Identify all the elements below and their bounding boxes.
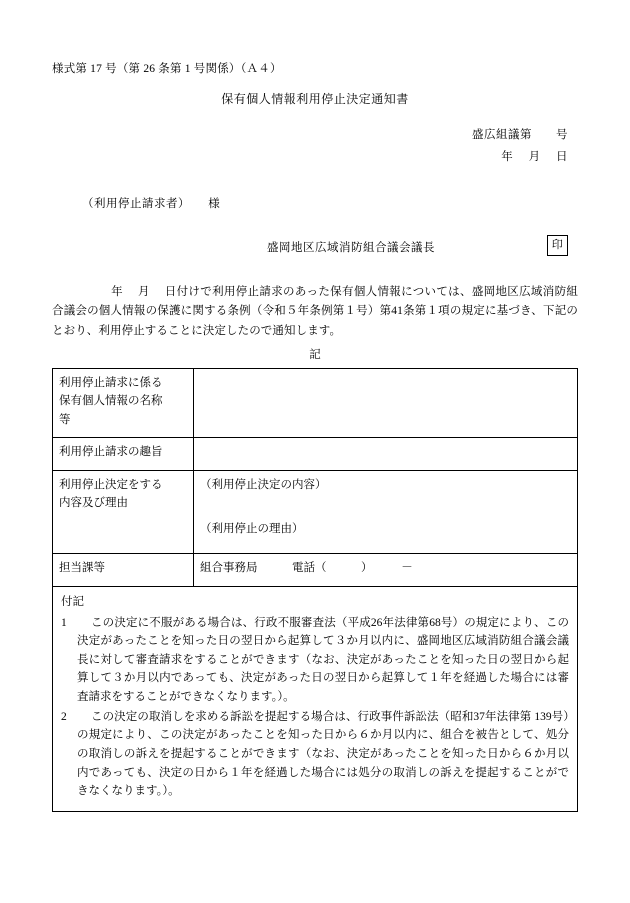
seal-icon: 印: [547, 235, 568, 256]
decision-reason-placeholder: （利用停止の理由）: [200, 523, 304, 536]
table-row: [53, 470, 578, 553]
requester-line: （利用停止請求者） 様: [82, 197, 221, 210]
decision-content-placeholder: （利用停止決定の内容）: [200, 478, 327, 491]
note-number: 1: [61, 616, 67, 629]
note-number: 2: [61, 710, 67, 723]
note-item: [61, 708, 569, 801]
row-value-decision-reason[interactable]: [194, 470, 578, 553]
label-line-2: 保有個人情報の名称: [59, 395, 163, 408]
label-line-1: 利用停止請求に係る: [59, 376, 163, 389]
document-title: 保有個人情報利用停止決定通知書: [221, 92, 409, 106]
document-number: 盛広組議第 号: [472, 129, 568, 141]
note-text: この決定に不服がある場合は、行政不服審査法（平成26年法律第68号）の規定により、この決定があったことを知った日の翌日から起算して３か月以内に、盛岡地区広域消防組合議会議長に対して審査請求をすることができます（なお、決定があったことを知った日の翌日から起算して３か月以内であっても、決定があった日の翌日から起算して１年を経過した場合には審査請求をすることができなくなります。）。: [77, 616, 569, 704]
label-line-2: 内容及び理由: [59, 497, 128, 510]
table-row: [53, 553, 578, 586]
label-line-1: 利用停止決定をする: [59, 478, 163, 491]
document-number-block: [52, 125, 578, 169]
notes-section: [52, 587, 578, 812]
reason-inner: [200, 476, 571, 539]
note-item: [61, 614, 569, 707]
document-date: 年 月 日: [501, 150, 568, 163]
issuer-name: 盛岡地区広域消防組合議会議長: [267, 241, 435, 254]
form-number: 様式第 17 号（第 26 条第 1 号関係）（Ａ４）: [52, 63, 282, 75]
note-text: この決定の取消しを求める訴訟を提起する場合は、行政事件訴訟法（昭和37年法律第 139号）の規定により、この決定があったことを知った日から６か月以内に、組合を被告として、処分の取消しの訴えを提起することができます（なお、決定があったことを知った日から６か月以内であっても、決定の日から１年を経過した場合には処分の取消しの訴えを提起することができなくなります。）。: [77, 710, 569, 798]
label-line-3: 等: [59, 413, 71, 426]
table-row: [53, 368, 578, 437]
row-value-subject-info[interactable]: [194, 368, 578, 437]
notes-title: 付記: [61, 595, 84, 608]
row-value-department[interactable]: 組合事務局 電話（ ） －: [194, 553, 578, 586]
row-label-department: 担当課等: [53, 553, 194, 586]
row-label-decision-reason: [53, 470, 194, 553]
body-paragraph: 年 月 日付けで利用停止請求のあった保有個人情報については、盛岡地区広域消防組合議会の個人情報の保護に関する条例（令和５年条例第１号）第41条第１項の規定に基づき、下記のとおり、利用停止することに決定したので通知します。: [52, 285, 578, 338]
decision-table: [52, 368, 578, 587]
issuer-row: [52, 239, 578, 255]
row-label-request-purpose: 利用停止請求の趣旨: [53, 437, 194, 470]
row-value-request-purpose[interactable]: [194, 437, 578, 470]
table-row: [53, 437, 578, 470]
row-label-subject-info: [53, 368, 194, 437]
ki-marker: 記: [309, 348, 321, 361]
